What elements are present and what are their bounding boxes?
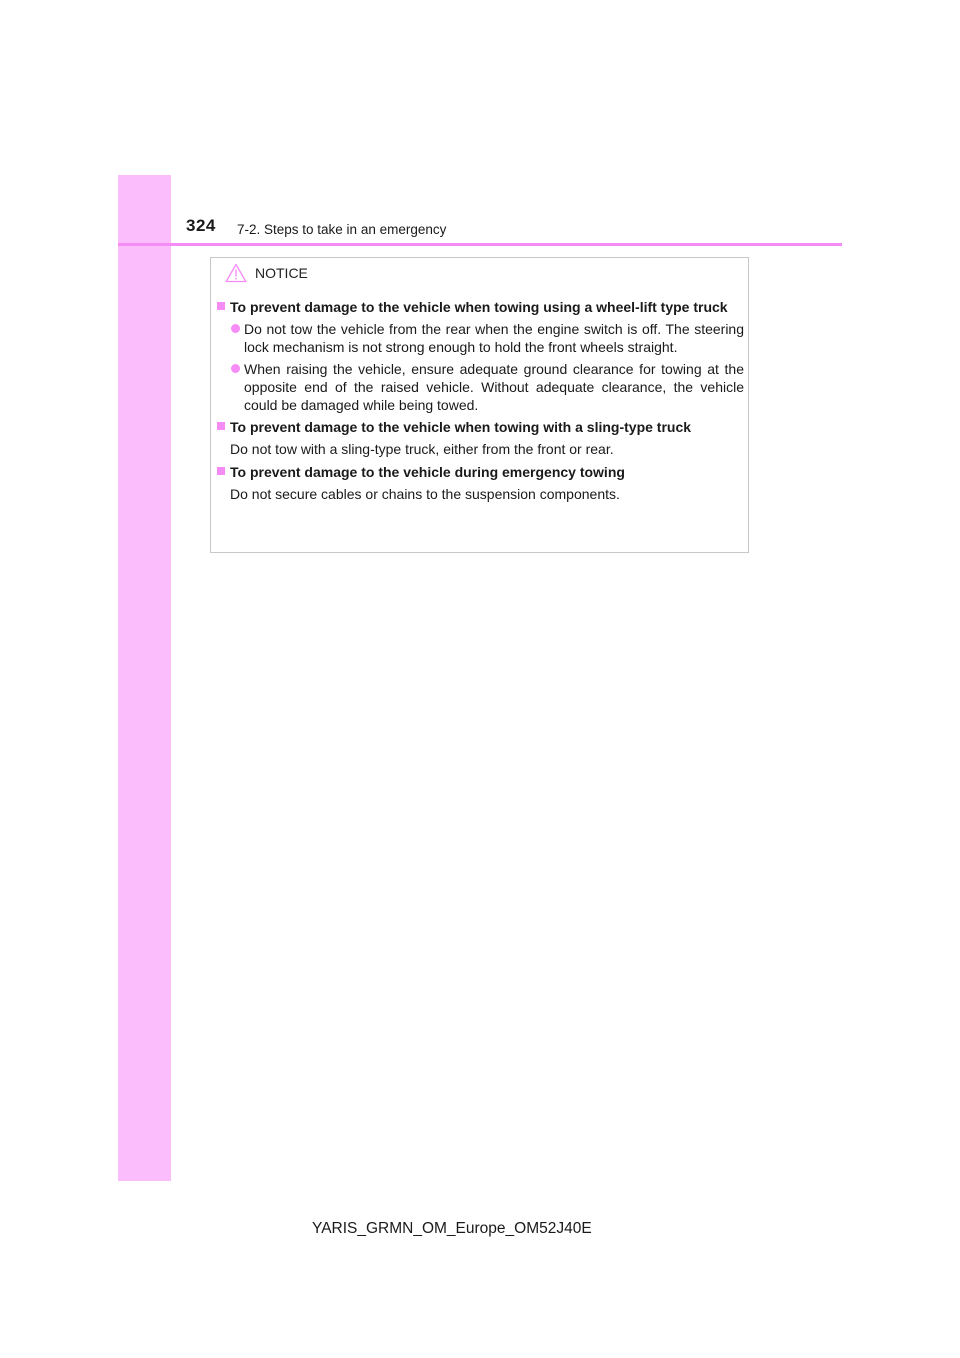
notice-bullet-ground-clearance	[216, 360, 744, 414]
notice-heading-wheel-lift	[216, 298, 744, 316]
page-number: 324	[186, 216, 216, 235]
heading-text: To prevent damage to the vehicle when towing with a sling-type truck	[230, 419, 692, 435]
header-rule	[118, 243, 842, 246]
notice-header	[225, 262, 308, 284]
bullet-text: When raising the vehicle, ensure adequate ground clearance for towing at the opposite end of the raised vehicle. Without adequate clearance, the vehicle could be damaged while being towed.	[244, 361, 744, 413]
notice-label: NOTICE	[255, 265, 308, 281]
round-bullet-icon	[231, 324, 240, 333]
notice-text-sling-type: Do not tow with a sling-type truck, either from the front or rear.	[230, 441, 614, 457]
square-bullet-icon	[217, 422, 225, 430]
bullet-text: Do not tow the vehicle from the rear when the engine switch is off. The steering lock mechanism is not strong enough to hold the front wheels straight.	[244, 321, 744, 355]
notice-box	[210, 257, 749, 553]
footer-document-id: YARIS_GRMN_OM_Europe_OM52J40E	[312, 1220, 592, 1237]
warning-triangle-icon	[225, 263, 247, 283]
side-color-band	[118, 175, 171, 1181]
notice-heading-sling-type	[216, 418, 744, 436]
notice-heading-emergency-towing	[216, 463, 744, 481]
notice-text-emergency-towing: Do not secure cables or chains to the suspension components.	[230, 486, 620, 502]
heading-text: To prevent damage to the vehicle during emergency towing	[230, 464, 625, 480]
round-bullet-icon	[231, 364, 240, 373]
square-bullet-icon	[217, 302, 225, 310]
notice-body	[216, 298, 744, 508]
section-title: 7-2. Steps to take in an emergency	[237, 222, 447, 237]
heading-text: To prevent damage to the vehicle when towing using a wheel-lift type truck	[230, 299, 728, 315]
square-bullet-icon	[217, 467, 225, 475]
notice-bullet-engine-off	[216, 320, 744, 356]
